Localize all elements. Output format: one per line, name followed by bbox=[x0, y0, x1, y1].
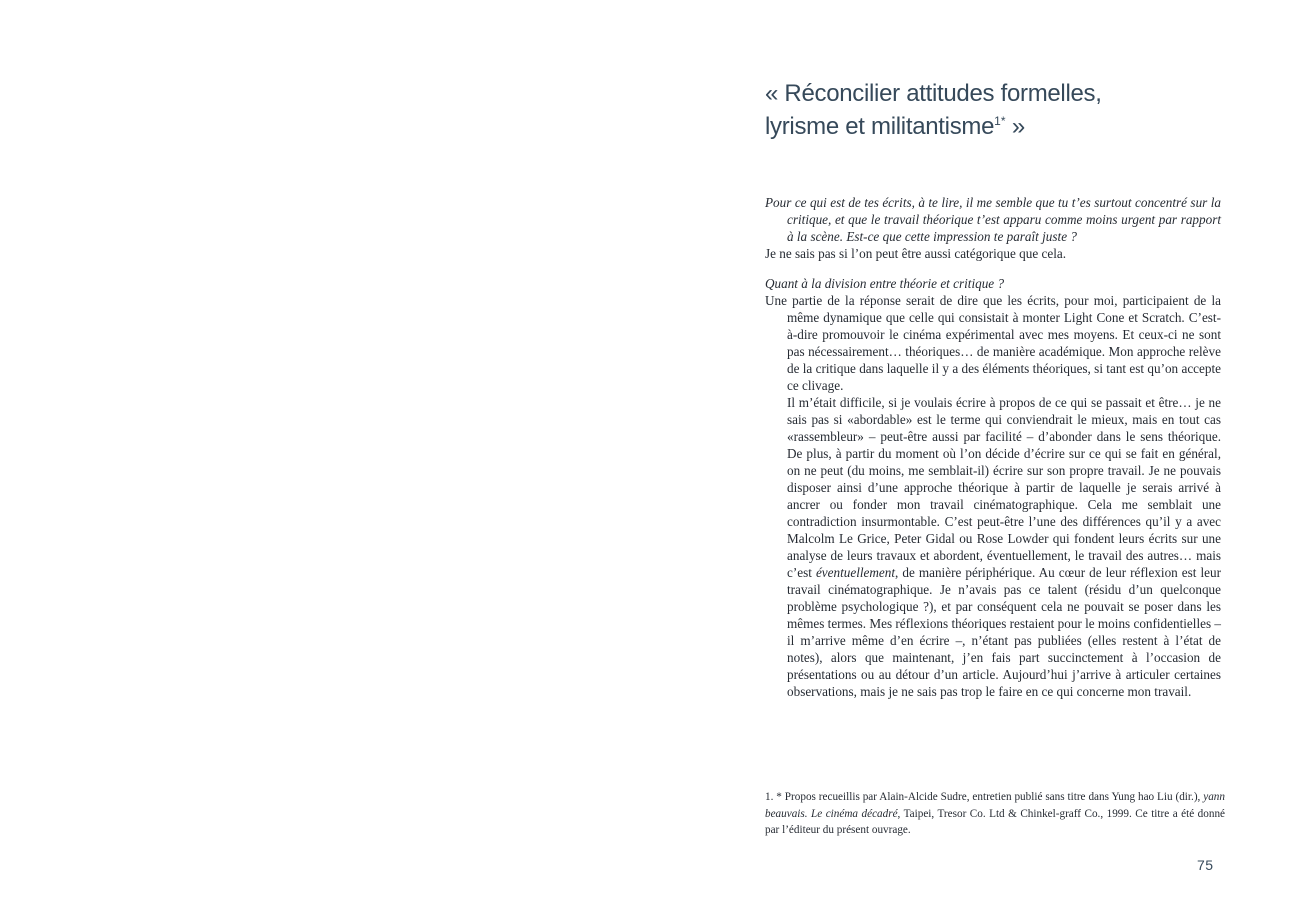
question-2-text: Quant à la division entre théorie et critique ? bbox=[765, 276, 1005, 291]
answer-2-paragraph-2 bbox=[787, 394, 1221, 700]
footnote-book-title-italic: yann beauvais. Le cinéma décadré bbox=[765, 791, 1225, 820]
page-number: 75 bbox=[1197, 857, 1214, 873]
chapter-title-closing-guillemet: » bbox=[1005, 113, 1025, 140]
footnote-run-1: 1. * Propos recueillis par Alain-Alcide Sudre, entretien publié sans titre dans Yung hao Liu (dir.), bbox=[765, 791, 1204, 803]
interviewer-question-2 bbox=[765, 275, 1221, 292]
answer-2-paragraph-2-run-3: , de manière périphérique. Au cœur de leur réflexion est leur travail cinématographique. Je n’avais pas ce talent (résidu d’un quelconque problème psychologique ?), et par conséquent cela ne pouvait se poser dans les mêmes termes. Mes réflexions théoriques restaient pour le moins confidentielles – il m’arrive même d’en écrire –, n’étant pas publiées (elles restent à l’état de notes), alors que maintenant, j’en fais part succinctement à l’occasion de présentations ou au détour d’un article. Aujourd’hui j’arrive à articuler certaines observations, mais je ne sais pas trop le faire en ce qui concerne mon travail. bbox=[787, 565, 1221, 699]
answer-1-text: Je ne sais pas si l’on peut être aussi catégorique que cela. bbox=[765, 246, 1067, 261]
chapter-title bbox=[765, 77, 1235, 143]
chapter-title-line2: lyrisme et militantisme bbox=[765, 113, 995, 140]
answer-2-paragraph-1: Une partie de la réponse serait de dire que les écrits, pour moi, participaient de la même dynamique que celle qui consistait à monter Light Cone et Scratch. C’est-à-dire promouvoir le cinéma expérimental avec mes moyens. Et ceux-ci ne sont pas nécessairement… théoriques… de manière académique. Mon approche relève de la critique dans laquelle il y a des éléments théoriques, si tant est qu’on accepte ce clivage. bbox=[765, 293, 1221, 393]
interviewee-answer-2 bbox=[765, 292, 1221, 700]
chapter-title-line1: « Réconcilier attitudes formelles, bbox=[765, 80, 1102, 107]
interviewee-answer-1 bbox=[765, 245, 1221, 262]
footnote-run-3: , Taipei, Tresor Co. Ltd & Chinkel-graff Co., 1999. Ce titre a été donné par l’éditeur du présent ouvrage. bbox=[765, 807, 1226, 837]
answer-2-paragraph-2-run-1: Il m’était difficile, si je voulais écrire à propos de ce qui se passait et être… je ne sais pas si «abordable» est le terme qui conviendrait le mieux, mais en tout cas «rassembleur» – peut-être aussi par facilité – d’abonder dans le sens théorique. De plus, à partir du moment où l’on décide d’écrire sur ce qui se fait en général, on ne peut (du moins, me semblait-il) écrire sur son propre travail. Je ne pouvais disposer ainsi d’une approche théorique à partir de laquelle je serais arrivé à ancrer ou fonder mon travail cinématographique. Cela me semblait une contradiction insurmontable. C’est peut-être l’une des différences qu’il y a avec Malcolm Le Grice, Peter Gidal ou Rose Lowder qui fondent leurs écrits sur une analyse de leurs travaux et abordent, éventuellement, le travail des autres… mais c’est bbox=[787, 395, 1221, 580]
question-1-text: Pour ce qui est de tes écrits, à te lire, il me semble que tu t’es surtout concentré sur la critique, et que le travail théorique t’est apparu comme moins urgent par rapport à la scène. Est-ce que cette impression te paraît juste ? bbox=[765, 195, 1221, 244]
footnote bbox=[765, 789, 1225, 839]
interviewer-question-1 bbox=[765, 194, 1221, 245]
interview-text-column bbox=[765, 194, 1221, 700]
answer-2-paragraph-2-run-2-italic: éventuellement bbox=[815, 565, 896, 580]
footnote-reference-mark: 1* bbox=[994, 114, 1006, 128]
